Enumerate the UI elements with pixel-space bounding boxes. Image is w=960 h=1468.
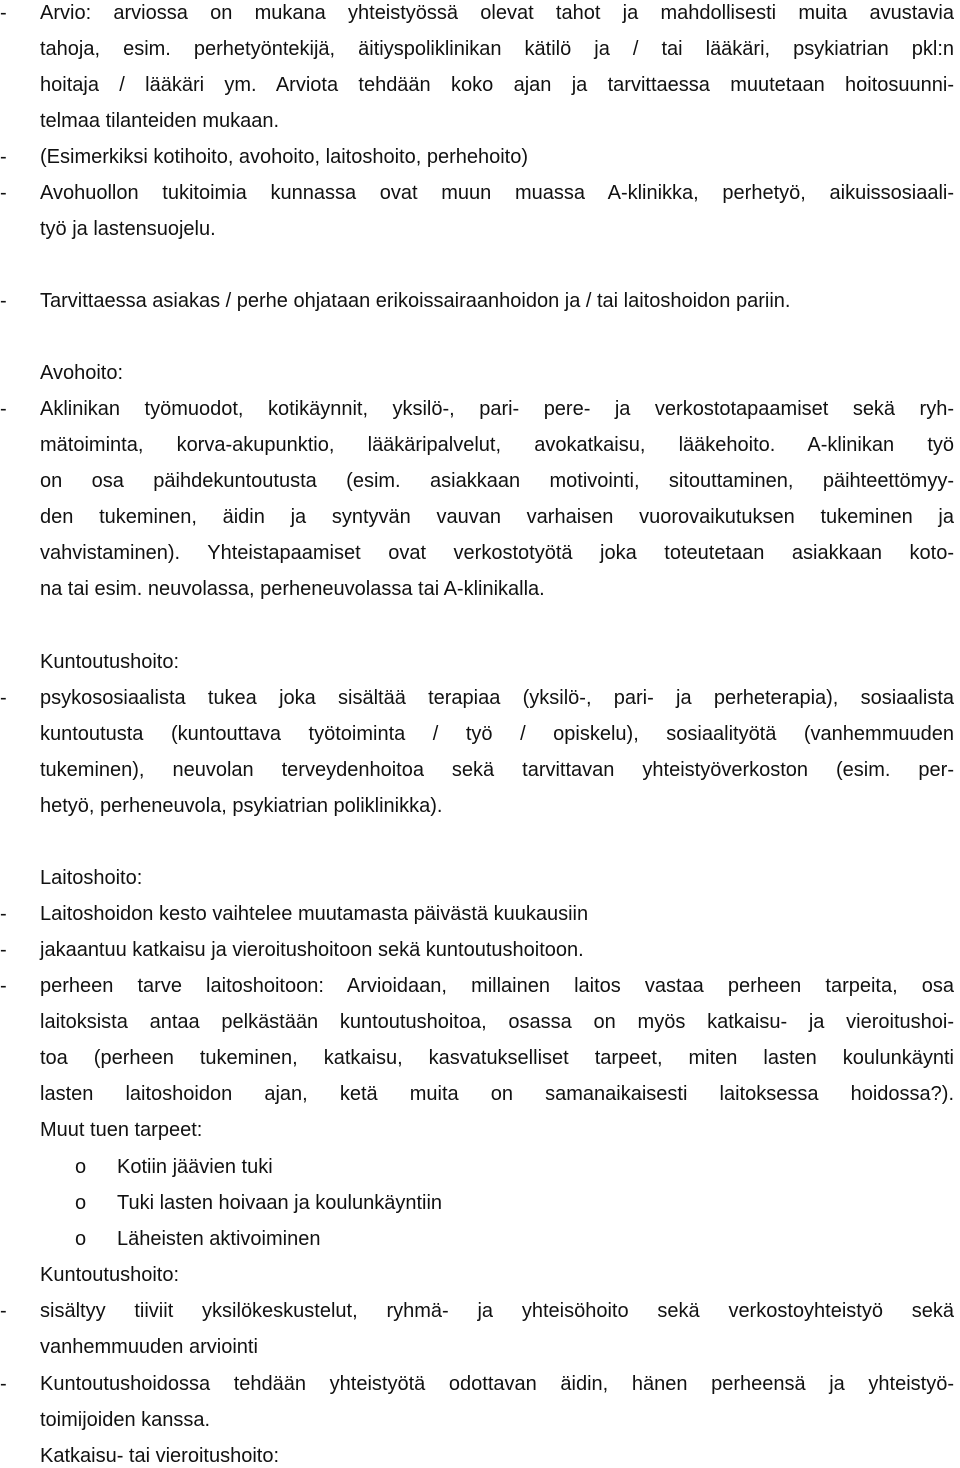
section-heading: Avohoito:: [40, 362, 124, 384]
text-line: mätoiminta, korva-akupunktio, lääkäripalvelut, avokatkaisu, lääkehoito. A-klinikan työ: [40, 434, 954, 456]
text-line: na tai esim. neuvolassa, perheneuvolassa tai A-klinikalla.: [40, 578, 545, 600]
list-dash: -: [0, 1300, 7, 1322]
text-line: toimijoiden kanssa.: [40, 1409, 211, 1431]
text-line: laitoksista antaa pelkästään kuntoutushoitoa, osassa on myös katkaisu- ja vieroitushoi-: [40, 1011, 954, 1033]
text-line: telmaa tilanteiden mukaan.: [40, 110, 280, 132]
text-line: lasten laitoshoidon ajan, ketä muita on samanaikaisesti laitoksessa hoidossa?).: [40, 1083, 954, 1105]
text-line: sisältyy tiiviit yksilökeskustelut, ryhmä- ja yhteisöhoito sekä verkostoyhteistyö sekä: [40, 1300, 954, 1322]
subheading: Muut tuen tarpeet:: [40, 1119, 203, 1141]
text-line: toa (perheen tukeminen, katkaisu, kasvatukselliset tarpeet, miten lasten koulunkäynti: [40, 1047, 954, 1069]
bullet-marker: o: [75, 1228, 87, 1250]
text-line: vanhemmuuden arviointi: [40, 1336, 258, 1358]
list-dash: -: [0, 1373, 7, 1395]
section-heading: Katkaisu- tai vieroitushoito:: [40, 1445, 280, 1467]
list-dash: -: [0, 398, 7, 420]
text-line: psykososiaalista tukea joka sisältää terapiaa (yksilö-, pari- ja perheterapia), sosiaalista: [40, 687, 954, 709]
text-line: vahvistaminen). Yhteistapaamiset ovat verkostotyötä joka toteutetaan asiakkaan koto-: [40, 542, 954, 564]
list-dash: -: [0, 2, 7, 24]
list-dash: -: [0, 939, 7, 961]
list-dash: -: [0, 182, 7, 204]
list-dash: -: [0, 903, 7, 925]
text-line: tukeminen), neuvolan terveydenhoitoa sekä tarvittavan yhteistyöverkoston (esim. per-: [40, 759, 954, 781]
text-line: hetyö, perheneuvola, psykiatrian poliklinikka).: [40, 795, 443, 817]
list-dash: -: [0, 687, 7, 709]
text-line: Laitoshoidon kesto vaihtelee muutamasta päivästä kuukausiin: [40, 903, 589, 925]
text-line: tahoja, esim. perhetyöntekijä, äitiyspoliklinikan kätilö ja / tai lääkäri, psykiatrian pkl:n: [40, 38, 954, 60]
text-line: den tukeminen, äidin ja syntyvän vauvan varhaisen vuorovaikutuksen tukeminen ja: [40, 506, 954, 528]
bullet-marker: o: [75, 1192, 87, 1214]
text-line: hoitaja / lääkäri ym. Arviota tehdään koko ajan ja tarvittaessa muutetaan hoitosuunni-: [40, 74, 954, 96]
text-line: (Esimerkiksi kotihoito, avohoito, laitoshoito, perhehoito): [40, 146, 529, 168]
text-line: kuntoutusta (kuntouttava työtoiminta / työ / opiskelu), sosiaalityötä (vanhemmuuden: [40, 723, 954, 745]
list-dash: -: [0, 975, 7, 997]
text-line: työ ja lastensuojelu.: [40, 218, 216, 240]
text-line: jakaantuu katkaisu ja vieroitushoitoon sekä kuntoutushoitoon.: [40, 939, 584, 961]
list-dash: -: [0, 146, 7, 168]
list-dash: -: [0, 290, 7, 312]
text-line: Tarvittaessa asiakas / perhe ohjataan erikoissairaanhoidon ja / tai laitoshoidon pariin.: [40, 290, 791, 312]
text-line: perheen tarve laitoshoitoon: Arvioidaan, millainen laitos vastaa perheen tarpeita, osa: [40, 975, 954, 997]
bullet-item: Kotiin jäävien tuki: [117, 1156, 273, 1178]
bullet-item: Läheisten aktivoiminen: [117, 1228, 321, 1250]
text-line: Aklinikan työmuodot, kotikäynnit, yksilö-, pari- pere- ja verkostotapaamiset sekä ryh-: [40, 398, 954, 420]
bullet-marker: o: [75, 1156, 87, 1178]
section-heading: Laitoshoito:: [40, 867, 143, 889]
text-line: Kuntoutushoidossa tehdään yhteistyötä odottavan äidin, hänen perheensä ja yhteistyö-: [40, 1373, 954, 1395]
bullet-item: Tuki lasten hoivaan ja koulunkäyntiin: [117, 1192, 443, 1214]
section-heading: Kuntoutushoito:: [40, 651, 179, 673]
text-line: Avohuollon tukitoimia kunnassa ovat muun muassa A-klinikka, perhetyö, aikuissosiaali-: [40, 182, 954, 204]
section-heading: Kuntoutushoito:: [40, 1264, 179, 1286]
text-line: on osa päihdekuntoutusta (esim. asiakkaan motivointi, sitouttaminen, päihteettömyy-: [40, 470, 954, 492]
text-line: Arvio: arviossa on mukana yhteistyössä olevat tahot ja mahdollisesti muita avustavia: [40, 2, 954, 24]
